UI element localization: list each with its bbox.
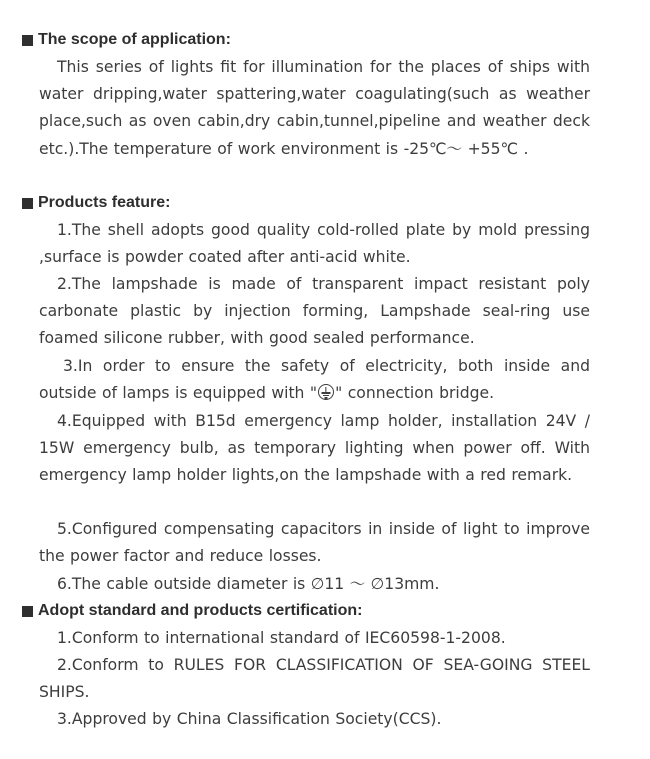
square-bullet-icon bbox=[22, 35, 33, 46]
feature-item-1: 1.The shell adopts good quality cold-rolled plate by mold pressing ,surface is powder coated after anti-acid white. bbox=[39, 221, 590, 267]
feature-item-2: 2.The lampshade is made of transparent impact resistant poly carbonate plastic by injection forming, Lampshade seal-ring use foamed silicone rubber, with good sealed performance. bbox=[39, 275, 590, 348]
ground-symbol-icon bbox=[318, 384, 334, 400]
feature-item-5: 5.Configured compensating capacitors in inside of light to improve the power factor and reduce losses. bbox=[39, 520, 590, 566]
scope-heading: The scope of application: bbox=[22, 31, 231, 49]
standard-item-3: 3.Approved by China Classification Society(CCS). bbox=[57, 710, 442, 728]
standards-heading: Adopt standard and products certification: bbox=[22, 602, 362, 620]
scope-body: This series of lights fit for illumination for the places of ships with water dripping,water spattering,water coagulating(such as weather place,such as oven cabin,dry cabin,tunnel,pipeline and weather deck etc.).The temperature of work environment is -25℃～ +55℃ . bbox=[39, 58, 590, 158]
square-bullet-icon bbox=[22, 198, 33, 209]
feature-item-3: 3.In order to ensure the safety of electricity, both inside and outside of lamps is equipped with " " connection bridge. bbox=[39, 357, 590, 403]
square-bullet-icon bbox=[22, 606, 33, 617]
features-heading: Products feature: bbox=[22, 194, 170, 212]
standard-item-1: 1.Conform to international standard of IEC60598-1-2008. bbox=[57, 629, 506, 647]
feature-item-4: 4.Equipped with B15d emergency lamp holder, installation 24V / 15W emergency bulb, as temporary lighting when power off. With emergency lamp holder lights,on the lampshade with a red remark. bbox=[39, 412, 590, 485]
feature-item-6: 6.The cable outside diameter is ∅11 ～ ∅13mm. bbox=[57, 575, 440, 593]
standard-item-2: 2.Conform to RULES FOR CLASSIFICATION OF SEA-GOING STEEL SHIPS. bbox=[39, 656, 590, 702]
